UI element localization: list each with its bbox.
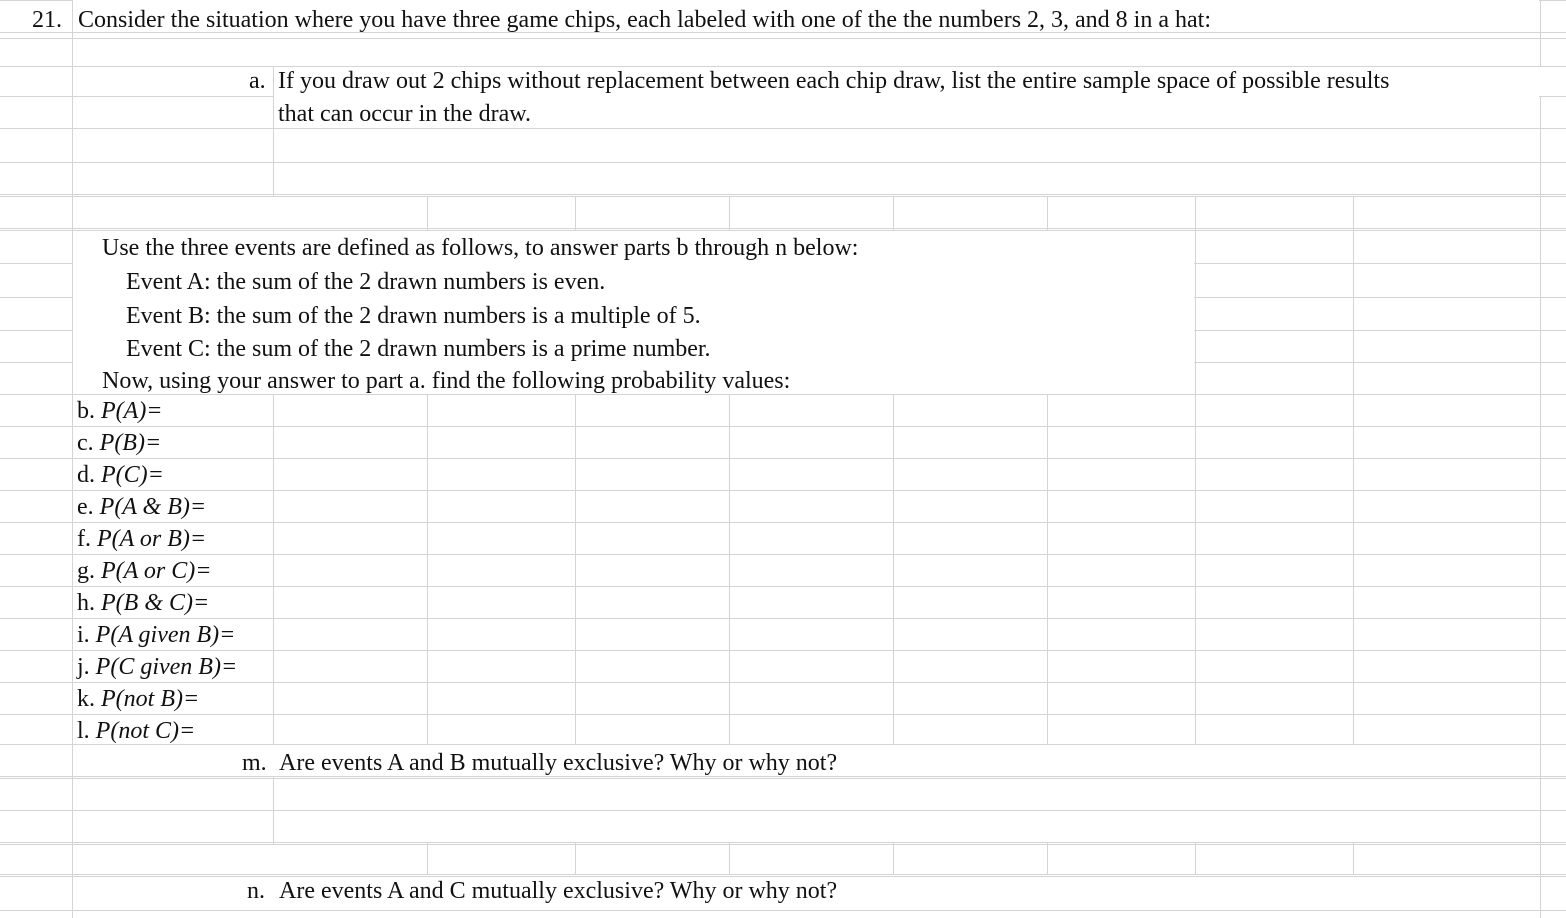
row-gridline xyxy=(0,810,1566,811)
instructions-now: Now, using your answer to part a. find the following probability values: xyxy=(102,368,791,394)
probability-expression: P(A given B)= xyxy=(95,622,236,648)
column-gridline xyxy=(1540,0,1541,66)
probability-letter: f. xyxy=(77,526,97,552)
column-gridline xyxy=(72,38,73,918)
probability-label xyxy=(77,461,164,489)
column-gridline xyxy=(1195,196,1196,394)
column-gridline xyxy=(427,196,428,230)
column-gridline xyxy=(575,842,576,874)
column-gridline xyxy=(72,0,73,38)
event-c-definition: Event C: the sum of the 2 drawn numbers is a prime number. xyxy=(126,336,711,362)
probability-expression: P(not B)= xyxy=(101,686,200,712)
probability-letter: c. xyxy=(77,430,100,456)
probability-label xyxy=(77,557,211,585)
probability-letter: l. xyxy=(77,718,96,744)
part-a-letter: a. xyxy=(249,68,266,94)
probability-label xyxy=(77,621,235,649)
row-gridline xyxy=(0,874,1566,875)
probability-label xyxy=(77,589,209,617)
part-n-text: Are events A and C mutually exclusive? Why or why not? xyxy=(279,878,838,904)
column-gridline xyxy=(729,394,730,744)
probability-expression: P(B)= xyxy=(99,430,162,456)
probability-label xyxy=(77,717,195,745)
probability-expression: P(A)= xyxy=(101,398,163,424)
column-gridline xyxy=(893,842,894,874)
probability-label xyxy=(77,685,199,713)
probability-letter: j. xyxy=(77,654,96,680)
probability-letter: e. xyxy=(77,494,100,520)
row-gridline xyxy=(0,38,1566,39)
probability-label xyxy=(77,525,206,553)
column-gridline xyxy=(729,842,730,874)
probability-expression: P(B & C)= xyxy=(101,590,210,616)
probability-label xyxy=(77,653,237,681)
column-gridline xyxy=(1195,842,1196,874)
column-gridline xyxy=(1353,842,1354,874)
part-m-letter: m. xyxy=(242,750,267,776)
column-gridline xyxy=(1047,842,1048,874)
question-text: Consider the situation where you have three game chips, each labeled with one of the the numbers 2, 3, and 8 in a hat: xyxy=(78,7,1211,33)
event-b-definition: Event B: the sum of the 2 drawn numbers is a multiple of 5. xyxy=(126,303,701,329)
probability-letter: d. xyxy=(77,462,101,488)
column-gridline xyxy=(575,394,576,744)
probability-label xyxy=(77,397,163,425)
column-gridline xyxy=(1353,196,1354,744)
question-number: 21. xyxy=(32,7,62,33)
row-gridline xyxy=(0,228,1566,229)
column-gridline xyxy=(273,394,274,744)
row-gridline xyxy=(0,554,1566,555)
column-gridline xyxy=(427,842,428,874)
row-gridline xyxy=(0,778,1566,779)
probability-letter: h. xyxy=(77,590,101,616)
column-gridline xyxy=(1047,394,1048,744)
row-gridline xyxy=(0,844,1566,845)
probability-letter: i. xyxy=(77,622,96,648)
column-gridline xyxy=(729,196,730,230)
column-gridline xyxy=(575,196,576,230)
probability-letter: b. xyxy=(77,398,101,424)
probability-expression: P(A or B)= xyxy=(97,526,207,552)
probability-letter: g. xyxy=(77,558,101,584)
row-gridline xyxy=(0,490,1566,491)
column-gridline xyxy=(427,394,428,744)
column-gridline xyxy=(273,776,274,844)
column-gridline xyxy=(1195,394,1196,744)
row-gridline xyxy=(0,586,1566,587)
row-gridline xyxy=(0,618,1566,619)
event-a-definition: Event A: the sum of the 2 drawn numbers is even. xyxy=(126,269,606,295)
column-gridline xyxy=(893,196,894,230)
probability-expression: P(C given B)= xyxy=(95,654,238,680)
row-gridline xyxy=(0,842,1566,843)
row-gridline xyxy=(0,714,1566,715)
probability-expression: P(C)= xyxy=(101,462,164,488)
part-a-line1: If you draw out 2 chips without replacement between each chip draw, list the entire sample space of possible results xyxy=(278,68,1390,94)
row-gridline xyxy=(0,910,1566,911)
probability-expression: P(A or C)= xyxy=(101,558,212,584)
row-gridline xyxy=(0,194,1566,195)
part-m-text: Are events A and B mutually exclusive? Why or why not? xyxy=(279,750,838,776)
part-n-letter: n. xyxy=(247,878,265,904)
row-gridline xyxy=(0,128,1566,129)
column-gridline xyxy=(893,394,894,744)
probability-expression: P(not C)= xyxy=(95,718,196,744)
row-gridline xyxy=(0,522,1566,523)
row-gridline xyxy=(0,196,1566,197)
column-gridline xyxy=(1047,196,1048,230)
column-gridline xyxy=(1540,96,1541,918)
part-a-line2: that can occur in the draw. xyxy=(278,101,531,127)
probability-expression: P(A & B)= xyxy=(99,494,207,520)
probability-label xyxy=(77,429,161,457)
row-gridline xyxy=(0,458,1566,459)
row-gridline xyxy=(0,682,1566,683)
row-gridline xyxy=(0,426,1566,427)
row-gridline xyxy=(0,650,1566,651)
events-intro: Use the three events are defined as follows, to answer parts b through n below: xyxy=(102,235,859,261)
row-gridline xyxy=(0,162,1566,163)
probability-letter: k. xyxy=(77,686,101,712)
probability-label xyxy=(77,493,206,521)
